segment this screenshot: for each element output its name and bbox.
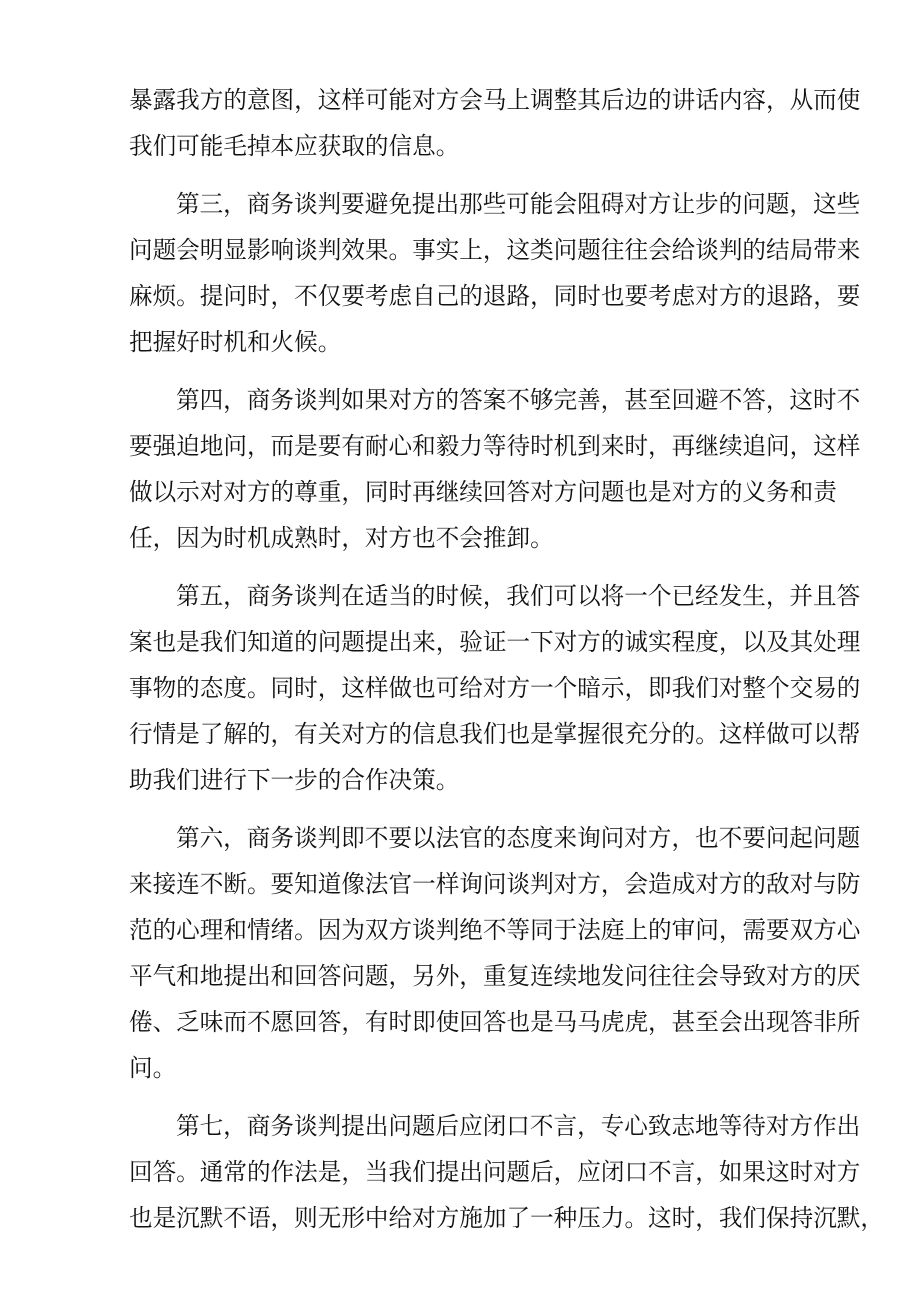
text-line: 暴露我方的意图，这样可能对方会马上调整其后边的讲话内容，从而使 <box>129 86 861 114</box>
text-line: 范的心理和情绪。因为双方谈判绝不等同于法庭上的审问，需要双方心 <box>129 916 861 944</box>
text-line: 助我们进行下一步的合作决策。 <box>129 766 460 794</box>
text-line: 第七，商务谈判提出问题后应闭口不言，专心致志地等待对方作出 <box>176 1112 861 1140</box>
text-line: 麻烦。提问时，不仅要考虑自己的退路，同时也要考虑对方的退路，要 <box>129 282 861 310</box>
paragraph-fourth <box>129 377 861 561</box>
paragraph-sixth <box>129 815 861 1091</box>
paragraph-seventh <box>129 1103 884 1241</box>
text-line: 回答。通常的作法是，当我们提出问题后，应闭口不言，如果这时对方 <box>129 1158 861 1186</box>
document-body <box>129 77 884 1253</box>
text-line: 第五，商务谈判在适当的时候，我们可以将一个已经发生，并且答 <box>176 582 861 610</box>
text-line: 第六，商务谈判即不要以法官的态度来询问对方，也不要问起问题 <box>176 824 861 852</box>
text-line: 也是沉默不语，则无形中给对方施加了一种压力。这时，我们保持沉默， <box>129 1204 884 1232</box>
paragraph-third <box>129 181 861 365</box>
text-line: 要强迫地问，而是要有耐心和毅力等待时机到来时，再继续追问，这样 <box>129 432 861 460</box>
text-line: 问。 <box>129 1054 177 1082</box>
text-line: 倦、乏味而不愿回答，有时即使回答也是马马虎虎，甚至会出现答非所 <box>129 1008 861 1036</box>
text-line: 第三，商务谈判要避免提出那些可能会阻碍对方让步的问题，这些 <box>176 190 861 218</box>
paragraph-fifth <box>129 573 861 803</box>
text-line: 我们可能毛掉本应获取的信息。 <box>129 132 460 160</box>
text-line: 案也是我们知道的问题提出来，验证一下对方的诚实程度，以及其处理 <box>129 628 861 656</box>
text-line: 事物的态度。同时，这样做也可给对方一个暗示，即我们对整个交易的 <box>129 674 861 702</box>
text-line: 问题会明显影响谈判效果。事实上，这类问题往往会给谈判的结局带来 <box>129 236 861 264</box>
text-line: 任，因为时机成熟时，对方也不会推卸。 <box>129 524 554 552</box>
text-line: 来接连不断。要知道像法官一样询问谈判对方，会造成对方的敌对与防 <box>129 870 861 898</box>
text-line: 平气和地提出和回答问题，另外，重复连续地发问往往会导致对方的厌 <box>129 962 861 990</box>
text-line: 把握好时机和火候。 <box>129 328 342 356</box>
text-line: 行情是了解的，有关对方的信息我们也是掌握很充分的。这样做可以帮 <box>129 720 861 748</box>
text-line: 做以示对对方的尊重，同时再继续回答对方问题也是对方的义务和责 <box>129 478 837 506</box>
text-line: 第四，商务谈判如果对方的答案不够完善，甚至回避不答，这时不 <box>176 386 861 414</box>
paragraph-continued <box>129 77 861 169</box>
